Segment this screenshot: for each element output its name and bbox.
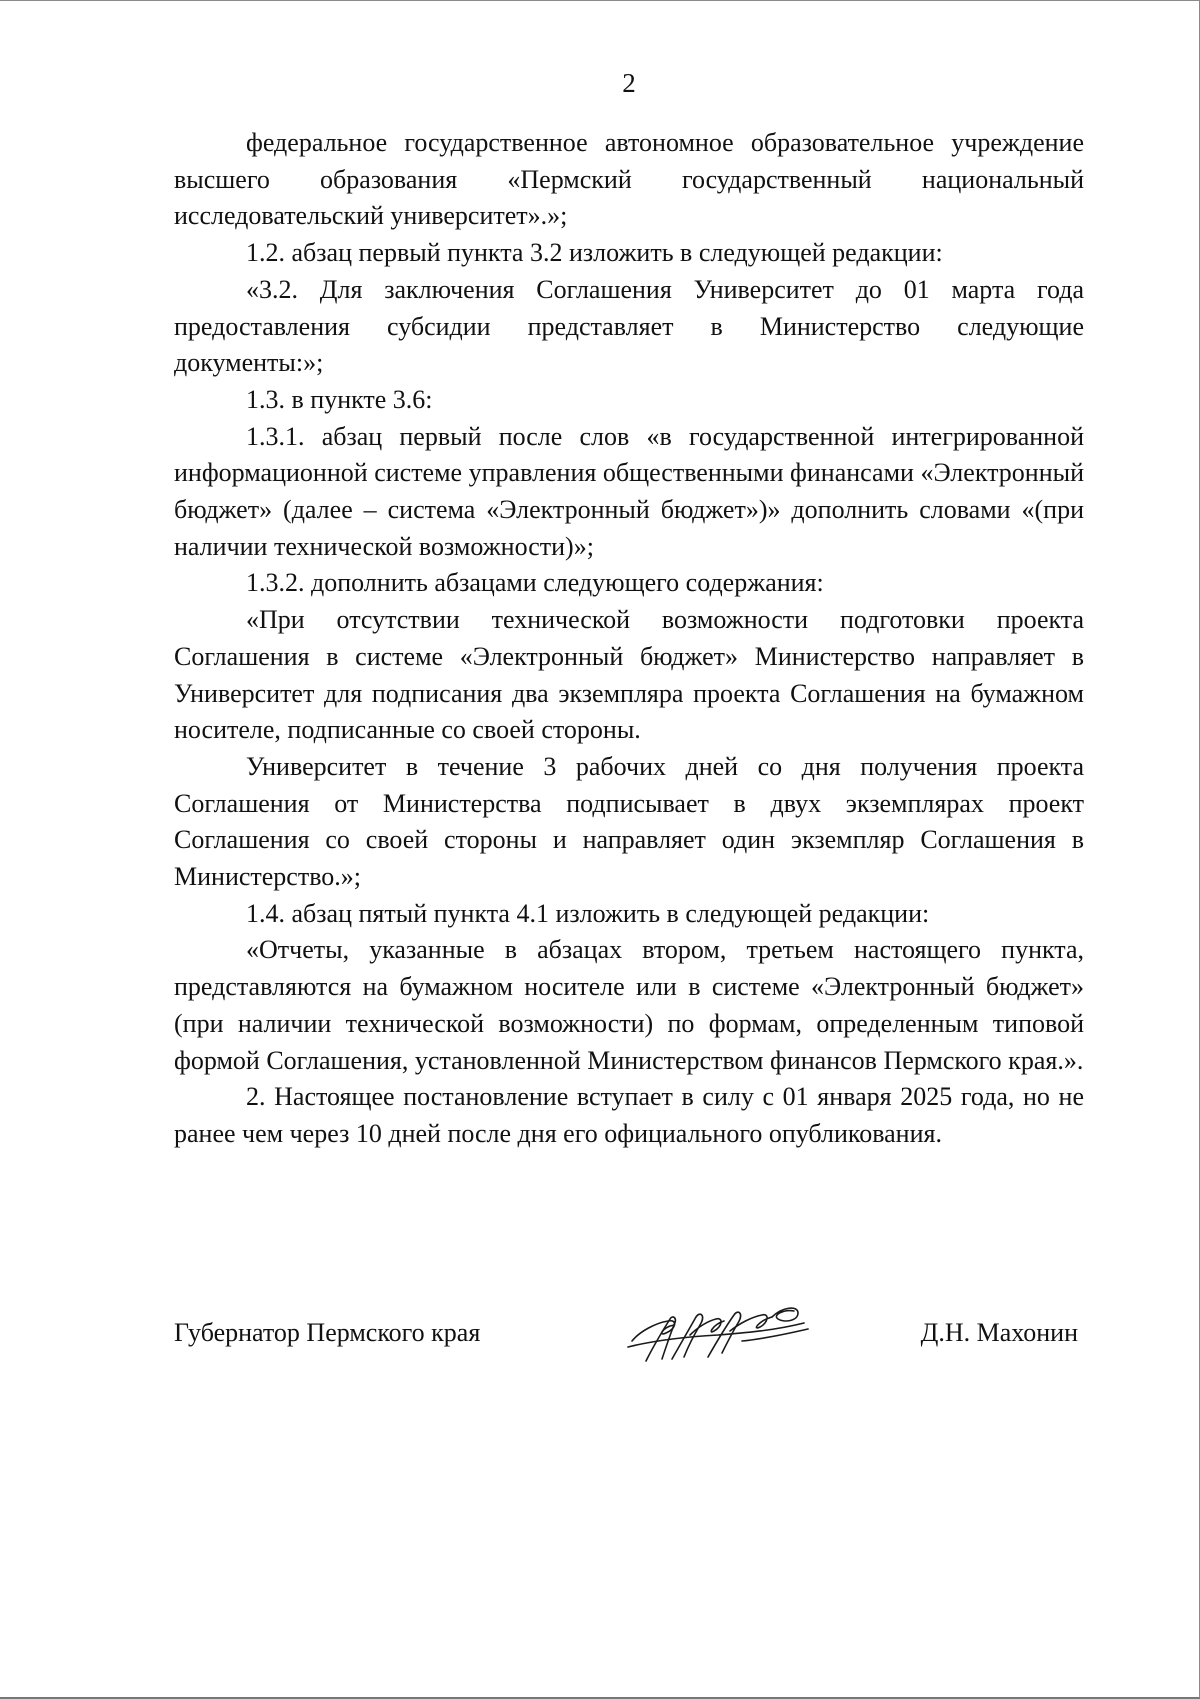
paragraph-university-signing: Университет в течение 3 рабочих дней со дня получения проекта Соглашения от Министерства подписывает в двух экземплярах проект Соглашения со своей стороны и направляет один экземпляр Соглашения в Министерство.»; [174, 751, 1084, 892]
signature-block [174, 1301, 1084, 1381]
document-body [174, 125, 1084, 1153]
paragraph-no-technical-possibility: «При отсутствии технической возможности подготовки проекта Соглашения в системе «Электронный бюджет» Министерство направляет в Университет для подписания два экземпляра проекта Соглашения на бумажном носителе, подписанные со своей стороны. [174, 605, 1084, 745]
paragraph-reports-quote: «Отчеты, указанные в абзацах втором, третьем настоящего пункта, представляются на бумажном носителе или в системе «Электронный бюджет» (при наличии технической возможности) по формам, определенным типовой формой Соглашения, установленной Министерством финансов Пермского края.». [174, 935, 1084, 1075]
paragraph-1-2: 1.2. абзац первый пункта 3.2 изложить в следующей редакции: [246, 238, 943, 268]
paragraph-3-2-quote: «3.2. Для заключения Соглашения Университет до 01 марта года предоставления субсидии представляет в Министерство следующие документы:»; [174, 274, 1084, 378]
paragraph-university-name: федеральное государственное автономное образовательное учреждение высшего образования «Пермский государственный национальный исследовательский университет».»; [174, 128, 1084, 231]
paragraph-2-effective-date: 2. Настоящее постановление вступает в силу с 01 января 2025 года, но не ранее чем через 10 дней после дня его официального опубликования. [174, 1082, 1084, 1148]
paragraph-1-4: 1.4. абзац пятый пункта 4.1 изложить в следующей редакции: [246, 898, 930, 928]
signatory-name: Д.Н. Махонин [920, 1318, 1078, 1347]
paragraph-1-3-2: 1.3.2. дополнить абзацами следующего содержания: [246, 568, 824, 598]
page-number: 2 [622, 68, 636, 98]
signatory-title: Губернатор Пермского края [174, 1318, 481, 1347]
paragraph-1-3-1: 1.3.1. абзац первый после слов «в государственной интегрированной информационной системе управления общественными финансами «Электронный бюджет» (далее – система «Электронный бюджет»)» дополнить словами «(при наличии технической возможности)»; [174, 421, 1084, 561]
handwritten-signature [622, 1301, 812, 1365]
paragraph-1-3: 1.3. в пункте 3.6: [246, 384, 433, 414]
